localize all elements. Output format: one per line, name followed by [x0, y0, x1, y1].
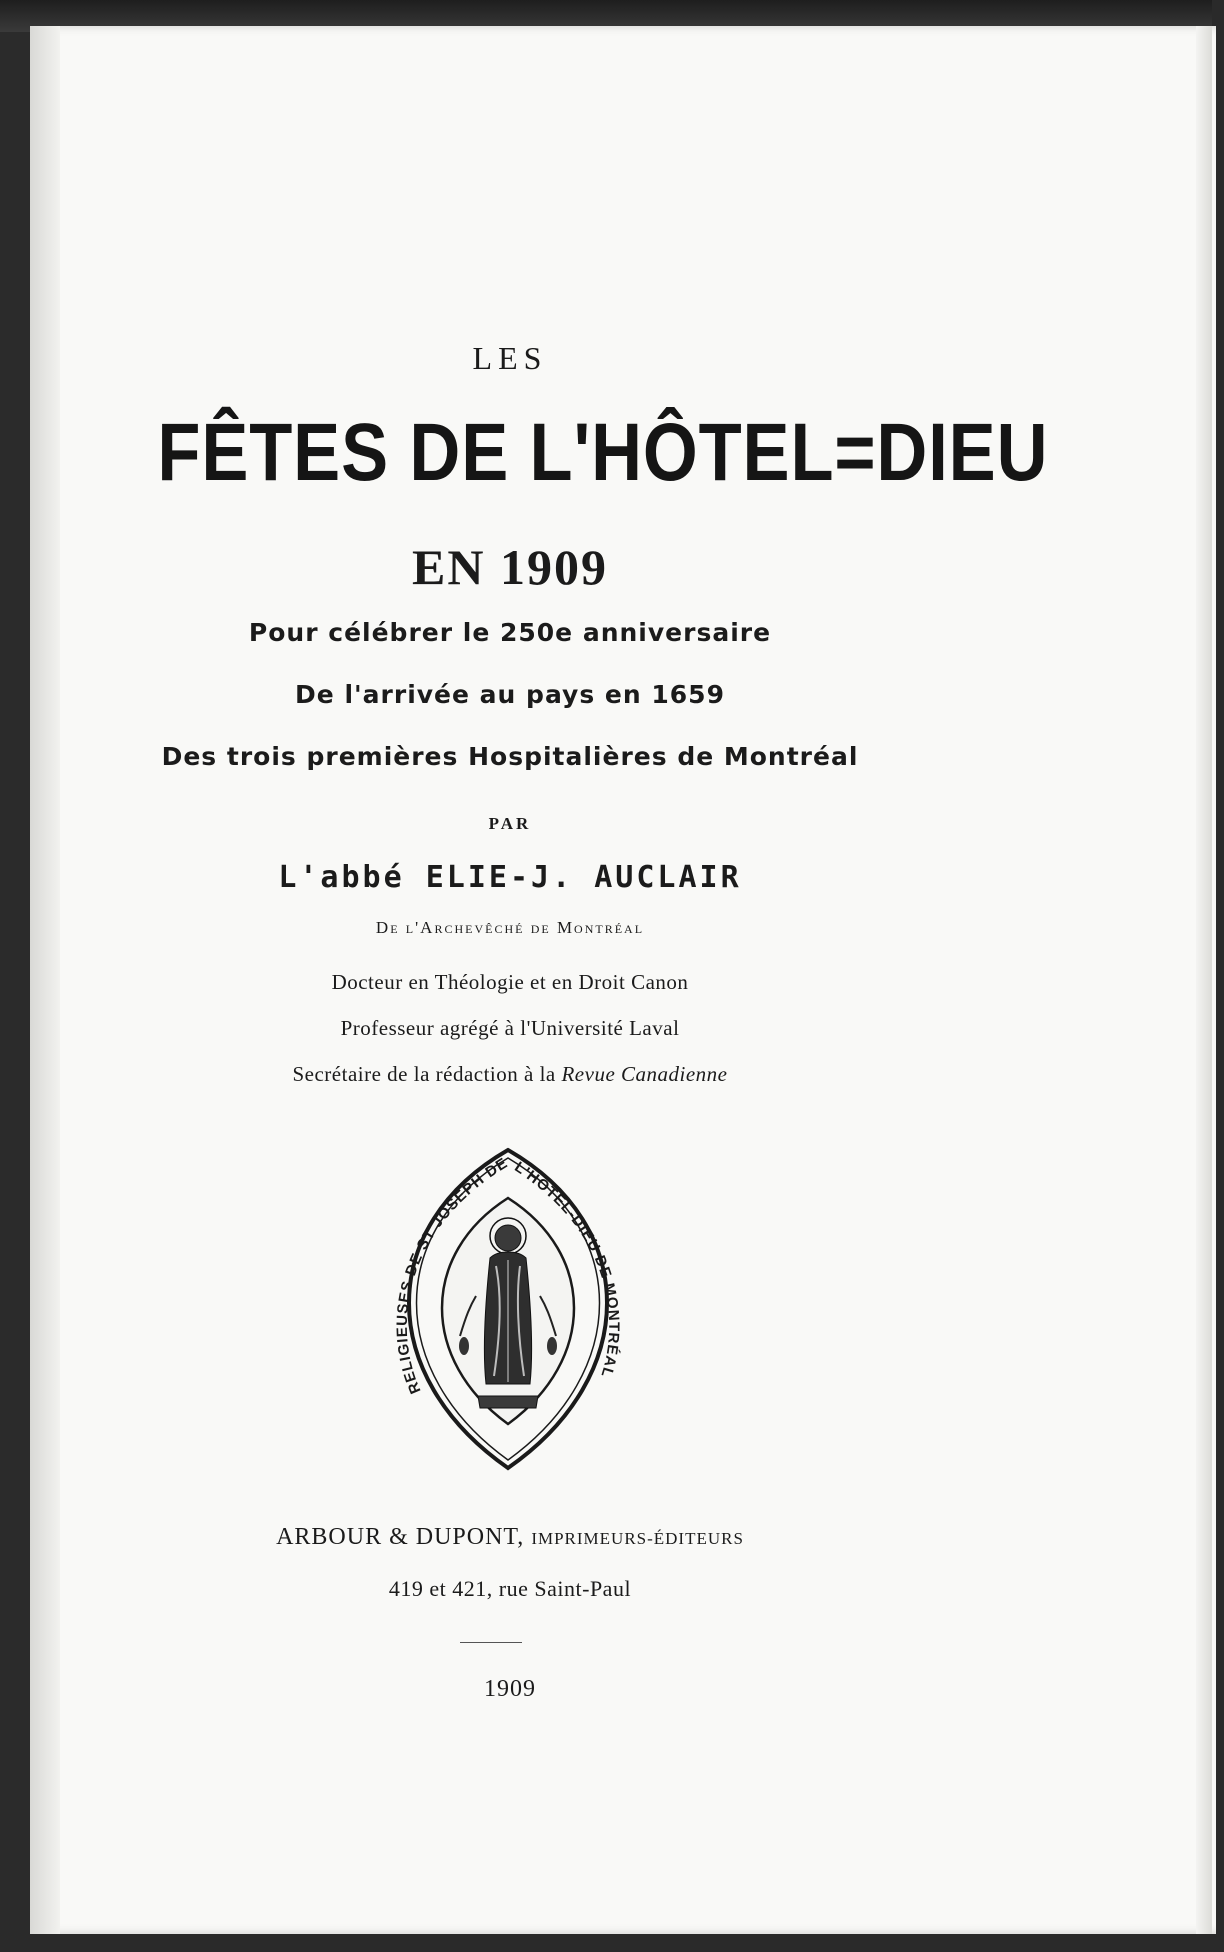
main-title: FÊTES DE L'HÔTEL=DIEU — [157, 407, 1049, 498]
page-edge — [1196, 26, 1212, 1934]
subtitle-line: Pour célébrer le 250e anniversaire — [248, 618, 772, 647]
author-name: L'abbé ELIE-J. AUCLAIR — [278, 860, 742, 895]
credential-prefix: Secrétaire de la rédaction à la — [292, 1062, 562, 1086]
author-credential: Professeur agrégé à l'Université Laval — [340, 1016, 680, 1040]
divider-rule — [460, 1642, 522, 1643]
title-prefix: LES — [472, 340, 548, 376]
par-label: PAR — [488, 814, 532, 833]
author-credential — [100, 1062, 920, 1087]
author-credential: Docteur en Théologie et en Droit Canon — [331, 970, 689, 994]
seal-ring-text: RELIGIEUSES DE ST JOSEPH DE L'HÔTEL-DIEU DE MONTRÉAL — [393, 1154, 623, 1397]
hotel-dieu-seal — [390, 1146, 626, 1472]
title-year: EN 1909 — [412, 539, 608, 595]
publisher-line — [100, 1524, 920, 1551]
publisher-role: IMPRIMEURS-ÉDITEURS — [531, 1529, 744, 1548]
author-affiliation: De l'Archevêché de Montréal — [375, 918, 645, 937]
publisher-name: ARBOUR & DUPONT, — [276, 1524, 525, 1550]
subtitle-line: De l'arrivée au pays en 1659 — [295, 680, 725, 709]
page-gutter — [30, 26, 60, 1934]
journal-name: Revue Canadienne — [561, 1062, 728, 1086]
publication-year: 1909 — [484, 1676, 536, 1702]
subtitle-line: Des trois premières Hospitalières de Montréal — [161, 742, 859, 771]
publisher-address: 419 et 421, rue Saint-Paul — [388, 1576, 632, 1601]
